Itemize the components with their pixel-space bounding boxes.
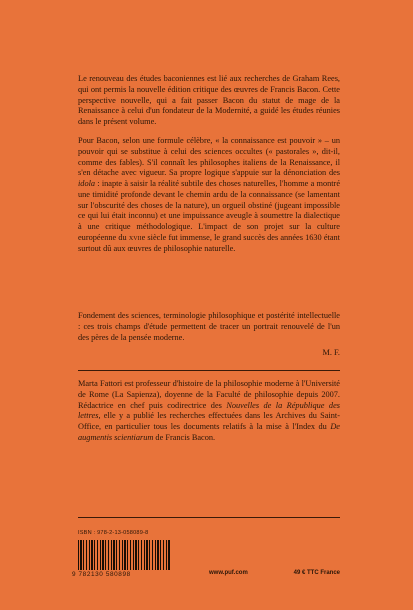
- work-title: De augmentis scientiarum: [78, 422, 340, 442]
- divider-top: [78, 370, 340, 371]
- signature-initials: M. F.: [322, 348, 340, 357]
- century-numeral: xvii: [128, 232, 142, 242]
- isbn-text: ISBN : 978-2-13-058089-8: [78, 530, 149, 536]
- author-bio: Marta Fattori est professeur d'histoire de la philosophie moderne à l'Université de Rome (La Sapienza), doyenne de la Faculté de philosophie depuis 2007. Rédactrice en chef puis codirectrice des Nouvelles de la République des lettres, elle y a publié les recherches effectuées dans les Archives du Saint-Office, en particulier tous les documents relatifs à la mise à l'Index du De augmentis scientiarum de Francis Bacon.: [78, 379, 340, 442]
- price-label: 49 € TTC France: [293, 570, 340, 576]
- journal-title: Nouvelles de la République des lettres: [78, 400, 340, 421]
- idola-term: idola: [78, 179, 96, 188]
- barcode-image: [78, 540, 170, 570]
- intro-paragraph-1: Le renouveau des études baconiennes est lié aux recherches de Graham Rees, qui ont permis la nouvelle édition critique des œuvres de Francis Bacon. Cette perspective nouvelle, qui a fait passer Bacon du statut de mage de la Renaissance à celui d'un fondateur de la Modernité, a guidé les études réunies dans le présent volume.: [78, 74, 340, 126]
- intro-paragraph-3: Fondement des sciences, terminologie philosophique et postérité intellectuelle : ces trois champs d'étude permettent de tracer un portrait renouvelé de l'un des pères de la pensée moderne.: [78, 311, 340, 342]
- barcode-digits: 9 782130 580898: [72, 571, 131, 578]
- publisher-website: www.puf.com: [209, 570, 248, 576]
- p2-part-a: Pour Bacon, selon une formule célèbre, « la connaissance est pouvoir » – un pouvoir qui se substitue à celui des sciences occultes (« pastorales », dit-il, comme des fables). S'il connaît les philosophes italiens de la Renaissance, il s'en détache avec vigueur. Sa propre logique s'appuie sur la dénonciation des: [78, 136, 340, 178]
- p2-part-c: e siècle fut immense, le grand succès des années 1630 étant surtout dû aux œuvres de philosophie naturelle.: [78, 232, 340, 253]
- p2-part-b: : inapte à saisir la réalité subtile des choses naturelles, l'homme a montré une timidité profonde devant le chemin ardu de la connaissance (se lamentant sur l'obscurité des choses de la nature), un orgueil obstiné (jugeant impossible ce qui lui était inconnu) et une impuissance aveugle à soumettre la dialectique à une critique méthodologique. L'impact de son projet sur la culture européenne du: [78, 179, 340, 242]
- intro-paragraph-2: [78, 136, 340, 254]
- divider-bottom: [78, 517, 340, 518]
